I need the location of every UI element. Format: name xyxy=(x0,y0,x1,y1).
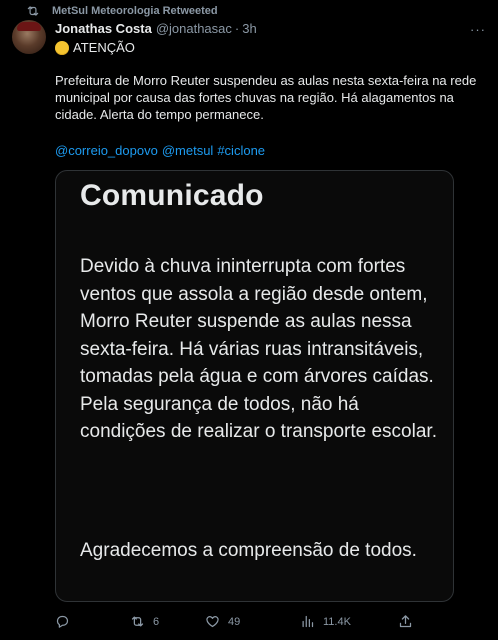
card-title: Comunicado xyxy=(80,179,264,212)
retweet-icon xyxy=(26,4,40,18)
retweet-label: MetSul Meteorologia Retweeted xyxy=(52,5,218,17)
alert-text: ATENÇÃO xyxy=(73,40,135,55)
like-count: 49 xyxy=(228,615,241,628)
retweet-context[interactable] xyxy=(26,4,218,18)
tweet-mentions xyxy=(55,143,269,158)
retweet-count: 6 xyxy=(153,615,160,628)
author-handle[interactable]: @jonathasac xyxy=(155,21,232,36)
tweet-time[interactable]: 3h xyxy=(242,21,257,36)
hashtag-ciclone[interactable]: #ciclone xyxy=(217,143,266,158)
card-thanks: Agradecemos a compreensão de todos. xyxy=(80,540,417,561)
reply-button[interactable] xyxy=(55,614,78,629)
share-icon xyxy=(398,614,413,629)
retweet-button[interactable] xyxy=(130,614,159,629)
mention-correio[interactable]: @correio_dopovo xyxy=(55,143,158,158)
like-button[interactable] xyxy=(205,614,240,629)
views-icon xyxy=(300,614,315,629)
mention-metsul[interactable]: @metsul xyxy=(161,143,214,158)
alert-line xyxy=(55,40,135,55)
more-icon[interactable]: ··· xyxy=(470,22,486,37)
heart-icon xyxy=(205,614,220,629)
reply-icon xyxy=(55,614,70,629)
views-button[interactable] xyxy=(300,614,351,629)
tweet-actions xyxy=(55,614,435,634)
yellow-circle-icon xyxy=(55,41,69,55)
author-name[interactable]: Jonathas Costa xyxy=(55,21,152,36)
tweet-header xyxy=(55,21,257,36)
share-button[interactable] xyxy=(398,614,413,629)
views-count: 11.4K xyxy=(323,615,351,628)
retweet-icon xyxy=(130,614,145,629)
tweet-image-card[interactable] xyxy=(55,170,454,602)
avatar[interactable] xyxy=(12,20,46,54)
header-separator: · xyxy=(234,21,240,36)
tweet-body: Prefeitura de Morro Reuter suspendeu as aulas nesta sexta-feira na rede municipal por causa das fortes chuvas na região. Há alagamentos na cidade. Alerta do tempo permanece. xyxy=(55,73,477,122)
card-paragraph: Devido à chuva ininterrupta com fortes ventos que assola a região desde ontem, Morro Reuter suspende as aulas nessa sexta-feira. Há várias ruas intransitáveis, tomadas pela água e com árvores caídas. Pela segurança de todos, não há condições de realizar o transporte escolar. xyxy=(80,256,437,442)
